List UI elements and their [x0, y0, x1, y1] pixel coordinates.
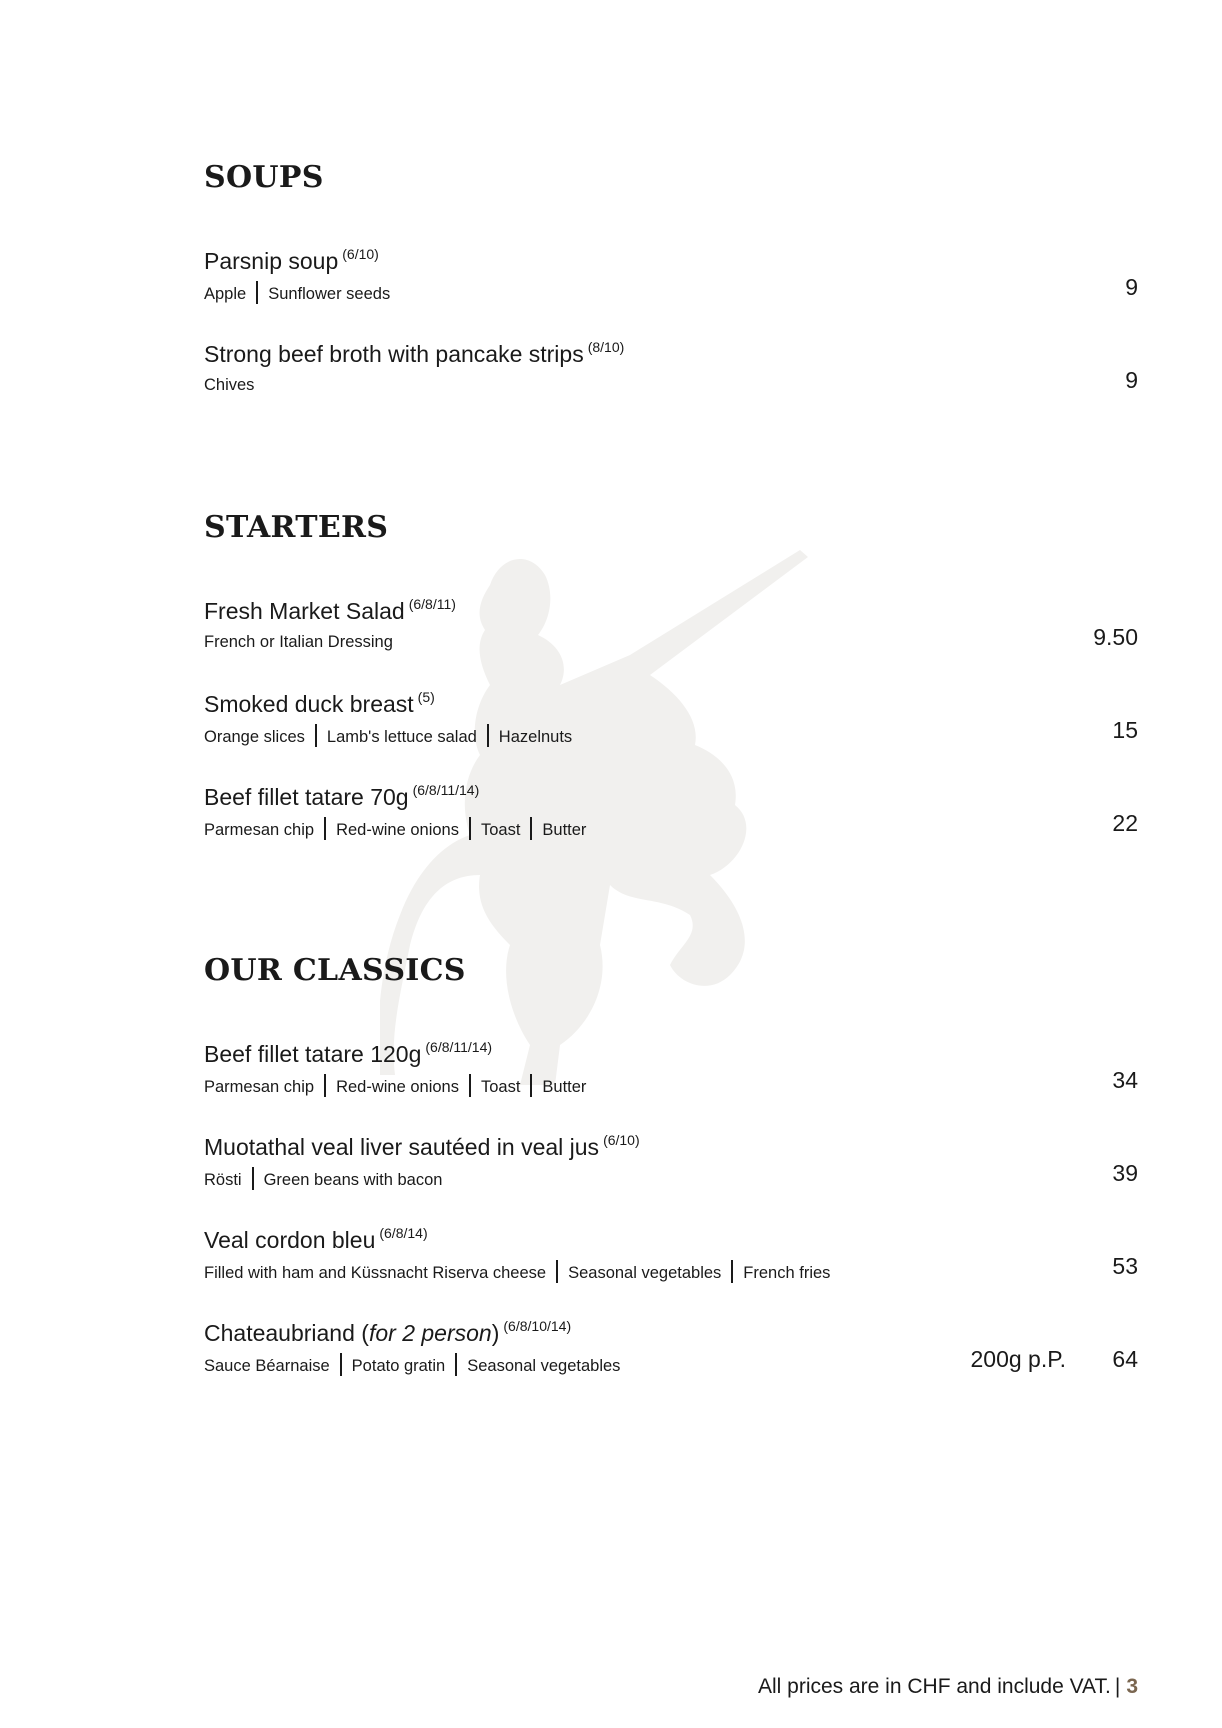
menu-item — [204, 1219, 1138, 1312]
allergen-codes: (6/8/10/14) — [503, 1318, 572, 1334]
item-name: Strong beef broth with pancake strips — [204, 341, 584, 367]
item-portion: 200g p.P. — [970, 1346, 1066, 1372]
separator — [315, 724, 317, 747]
item-desc-part: Butter — [542, 821, 587, 839]
item-price: 34 — [1112, 1067, 1138, 1093]
allergen-codes: (6/8/11) — [408, 596, 456, 612]
separator — [340, 1353, 342, 1376]
separator — [324, 1074, 326, 1097]
item-desc-part: Toast — [480, 821, 521, 839]
item-desc-part: Sunflower seeds — [268, 285, 391, 303]
section-our-classics — [204, 953, 1138, 1405]
item-desc-part: Red-wine onions — [336, 1078, 459, 1096]
section-title: SOUPS — [204, 160, 324, 195]
allergen-codes: (8/10) — [587, 339, 625, 355]
item-desc-part: Chives — [204, 376, 255, 394]
menu-item — [204, 1126, 1138, 1219]
item-desc-part: Seasonal vegetables — [467, 1357, 621, 1375]
section-soups — [204, 160, 1138, 426]
separator — [252, 1167, 254, 1190]
item-price: 64 — [1112, 1346, 1138, 1372]
item-price: 9 — [1125, 367, 1138, 393]
item-desc-part: Parmesan chip — [204, 821, 315, 839]
separator — [487, 724, 489, 747]
separator — [256, 281, 258, 304]
item-desc-part: Hazelnuts — [498, 728, 573, 746]
menu-item: Chateaubriand (for 2 person) $^{(6/8/10/14)}$ Sauce Béarnaise Potato gratin Seasonal vegetables 200g p.P. 64 — [204, 1318, 1138, 1375]
item-desc-part: Seasonal vegetables — [568, 1264, 722, 1282]
item-desc-part: Apple — [204, 285, 247, 303]
item-price: 22 — [1112, 810, 1138, 836]
item-name: Parsnip soup — [204, 248, 339, 274]
separator — [469, 817, 471, 840]
allergen-codes: (6/10) — [342, 246, 379, 262]
allergen-codes: (5) — [417, 689, 435, 705]
item-name-note: for 2 person — [368, 1320, 492, 1346]
separator — [731, 1260, 733, 1283]
menu-item — [204, 590, 1138, 683]
item-desc-part: Butter — [542, 1078, 587, 1096]
item-name: Muotathal veal liver sautéed in veal jus — [204, 1134, 600, 1160]
item-price: 53 — [1112, 1253, 1138, 1279]
item-desc-part: Orange slices — [204, 728, 305, 746]
menu-item — [204, 776, 1138, 869]
item-desc-part: Green beans with bacon — [263, 1171, 443, 1189]
separator — [455, 1353, 457, 1376]
item-desc-part: Potato gratin — [351, 1357, 446, 1375]
item-desc-part: Red-wine onions — [336, 821, 459, 839]
item-name: Beef fillet tatare 120g — [204, 1041, 422, 1067]
item-price: 9.50 — [1093, 624, 1138, 650]
item-desc-part: Filled with ham and Küssnacht Riserva cheese — [204, 1264, 547, 1282]
menu-item — [204, 240, 1138, 333]
item-name: Veal cordon bleu — [204, 1227, 376, 1253]
menu-item — [204, 333, 1138, 426]
footer — [758, 1674, 1138, 1700]
footer-divider: | — [1114, 1675, 1121, 1698]
page-number: 3 — [1126, 1675, 1138, 1698]
item-desc-part: Toast — [480, 1078, 521, 1096]
menu-item — [204, 683, 1138, 776]
menu-item — [204, 1033, 1138, 1126]
allergen-codes: (6/10) — [603, 1132, 640, 1148]
item-desc-part: French fries — [743, 1264, 831, 1282]
separator — [556, 1260, 558, 1283]
section-starters — [204, 510, 1138, 869]
item-price: 15 — [1112, 717, 1138, 743]
item-desc-part: Sauce Béarnaise — [204, 1357, 330, 1375]
footer-text: All prices are in CHF and include VAT. — [757, 1675, 1111, 1698]
separator — [530, 817, 532, 840]
allergen-codes: (6/8/14) — [379, 1225, 428, 1241]
separator — [530, 1074, 532, 1097]
section-title: STARTERS — [204, 510, 389, 545]
item-name: Smoked duck breast — [204, 691, 414, 717]
item-desc-part: Lamb's lettuce salad — [326, 728, 477, 746]
item-desc-part: Rösti — [204, 1171, 242, 1189]
item-price: 9 — [1125, 274, 1138, 300]
item-desc-part: French or Italian Dressing — [204, 633, 393, 651]
item-name: Beef fillet tatare 70g — [204, 784, 409, 810]
item-price: 39 — [1112, 1160, 1138, 1186]
allergen-codes: (6/8/11/14) — [425, 1039, 493, 1055]
item-name: Chateaubriand — [204, 1320, 355, 1346]
item-desc-part: Parmesan chip — [204, 1078, 315, 1096]
section-title: OUR CLASSICS — [204, 953, 466, 988]
item-name: Fresh Market Salad — [204, 598, 405, 624]
allergen-codes: (6/8/11/14) — [412, 782, 480, 798]
separator — [324, 817, 326, 840]
separator — [469, 1074, 471, 1097]
